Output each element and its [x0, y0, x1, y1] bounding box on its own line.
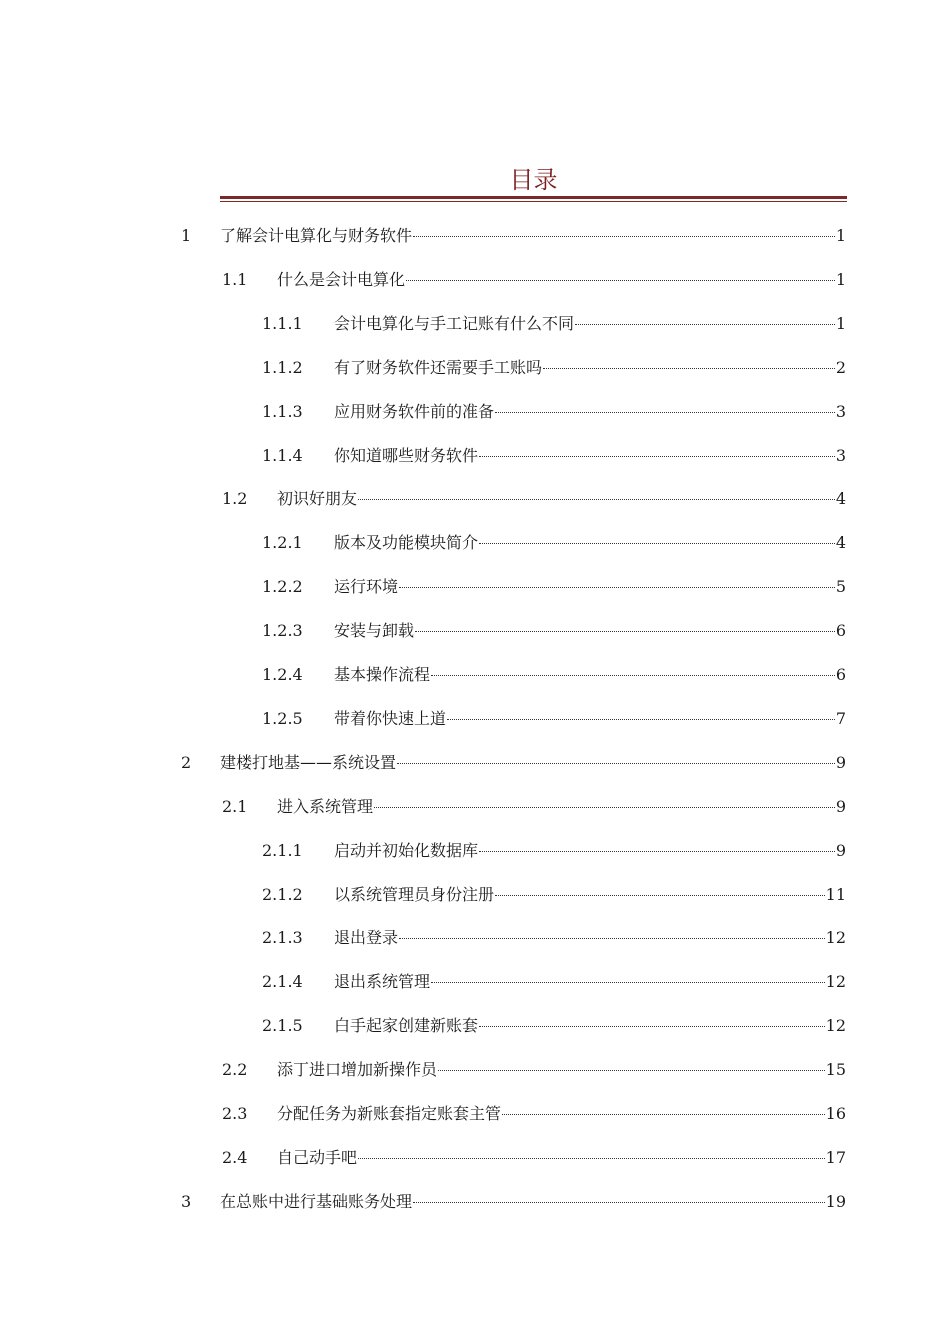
toc-entry-title: 有了财务软件还需要手工账吗 [334, 357, 543, 377]
toc-dot-leader [358, 499, 835, 500]
toc-entry-page-number: 12 [825, 972, 846, 992]
toc-dot-leader [413, 1202, 825, 1203]
toc-entry-number: 2.1.5 [262, 1016, 303, 1036]
toc-entry[interactable] [222, 1146, 846, 1170]
toc-entry-number: 2.4 [222, 1147, 248, 1167]
toc-entry-page-number: 17 [825, 1147, 846, 1167]
toc-entry[interactable] [262, 707, 846, 731]
toc-entry-title: 退出登录 [334, 928, 399, 948]
toc-dot-leader [502, 1114, 825, 1115]
toc-entry-page-number: 19 [825, 1191, 846, 1211]
toc-dot-leader [397, 763, 835, 764]
toc-dot-leader [399, 587, 835, 588]
toc-entry-number: 1 [181, 226, 192, 245]
toc-entry-page-number: 1 [835, 313, 846, 333]
toc-entry-number: 1.1.4 [262, 445, 303, 465]
toc-entry[interactable] [262, 1014, 846, 1038]
toc-entry-title: 你知道哪些财务软件 [334, 445, 479, 465]
toc-entry-number: 1.1 [222, 269, 248, 289]
toc-entry-page-number: 2 [835, 357, 846, 377]
toc-entry-page-number: 4 [835, 489, 846, 509]
toc-entry-number: 1.2.5 [262, 708, 303, 728]
toc-entry-number: 3 [181, 1191, 192, 1211]
toc-entry[interactable] [222, 1058, 846, 1082]
toc-entry-number: 1.2.4 [262, 665, 303, 684]
toc-entry-page-number: 3 [835, 401, 846, 421]
toc-entry-page-number: 16 [825, 1104, 846, 1123]
toc-entry-page-number: 6 [835, 621, 846, 641]
toc-entry[interactable] [222, 268, 846, 292]
toc-dot-leader [438, 1070, 825, 1071]
toc-entry-title: 以系统管理员身份注册 [334, 884, 495, 904]
toc-entry-title: 什么是会计电算化 [277, 269, 406, 289]
toc-entry-title: 在总账中进行基础账务处理 [220, 1191, 413, 1211]
toc-entry[interactable] [262, 663, 846, 687]
toc-dot-leader [575, 324, 835, 325]
toc-entry-number: 1.2 [222, 489, 248, 509]
toc-entry-title: 了解会计电算化与财务软件 [220, 226, 413, 245]
toc-entry-page-number: 9 [835, 796, 846, 816]
title-rule-thin [220, 201, 847, 202]
toc-entry-title: 自己动手吧 [277, 1147, 358, 1167]
toc-entry[interactable] [262, 839, 846, 863]
toc-entry-title: 运行环境 [334, 577, 399, 597]
toc-entry-title: 白手起家创建新账套 [334, 1016, 479, 1036]
toc-dot-leader [495, 412, 835, 413]
toc-entry-page-number: 1 [835, 226, 846, 245]
toc-entry[interactable] [181, 224, 846, 248]
toc-entry-page-number: 7 [835, 708, 846, 728]
toc-entry-page-number: 9 [835, 752, 846, 772]
toc-entry-page-number: 12 [825, 1016, 846, 1036]
toc-entry-number: 2.1.1 [262, 840, 303, 860]
toc-entry-title: 应用财务软件前的准备 [334, 401, 495, 421]
toc-entry-number: 2.3 [222, 1104, 248, 1123]
toc-dot-leader [374, 807, 835, 808]
toc-entry[interactable] [181, 751, 846, 775]
toc-entry-number: 1.1.2 [262, 357, 303, 377]
toc-entry-number: 2.1.3 [262, 928, 303, 948]
toc-dot-leader [413, 236, 835, 237]
toc-entry-page-number: 15 [825, 1060, 846, 1080]
toc-dot-leader [479, 1026, 825, 1027]
toc-entry[interactable] [262, 883, 846, 907]
toc-entry-title: 建楼打地基——系统设置 [220, 752, 397, 772]
toc-entry-title: 启动并初始化数据库 [334, 840, 479, 860]
toc-entry-title: 安装与卸载 [334, 621, 415, 641]
toc-entry-number: 1.2.3 [262, 621, 303, 641]
toc-entry-page-number: 9 [835, 840, 846, 860]
toc-entry[interactable] [262, 575, 846, 599]
toc-entry-title: 退出系统管理 [334, 972, 431, 992]
toc-entry-title: 带着你快速上道 [334, 708, 447, 728]
toc-entry-page-number: 5 [835, 577, 846, 597]
toc-entry-page-number: 6 [835, 665, 846, 684]
toc-entry-title: 进入系统管理 [277, 796, 374, 816]
toc-entry[interactable] [181, 1190, 846, 1214]
toc-entry[interactable] [262, 619, 846, 643]
toc-entry-number: 1.1.1 [262, 313, 303, 333]
toc-entry[interactable] [262, 444, 846, 468]
toc-dot-leader [479, 456, 835, 457]
toc-entry[interactable] [262, 531, 846, 555]
toc-dot-leader [406, 280, 835, 281]
toc-dot-leader [495, 895, 825, 896]
toc-entry-number: 2 [181, 752, 192, 772]
toc-entry[interactable] [262, 400, 846, 424]
toc-entry[interactable] [262, 312, 846, 336]
toc-entry-number: 2.1.2 [262, 884, 303, 904]
toc-dot-leader [447, 719, 835, 720]
toc-entry-title: 基本操作流程 [334, 665, 431, 684]
title-rule-thick [220, 196, 847, 199]
toc-entry-number: 2.2 [222, 1060, 248, 1080]
toc-dot-leader [415, 631, 835, 632]
toc-entry-title: 版本及功能模块简介 [334, 533, 479, 553]
toc-entry-title: 添丁进口增加新操作员 [277, 1060, 438, 1080]
toc-dot-leader [431, 675, 835, 676]
toc-dot-leader [431, 982, 825, 983]
toc-entry-title: 会计电算化与手工记账有什么不同 [334, 313, 575, 333]
toc-dot-leader [358, 1158, 825, 1159]
toc-entry-number: 2.1 [222, 796, 248, 816]
toc-dot-leader [479, 851, 835, 852]
toc-entry[interactable] [262, 970, 846, 994]
toc-dot-leader [543, 368, 835, 369]
toc-dot-leader [399, 938, 825, 939]
toc-entry-page-number: 12 [825, 928, 846, 948]
toc-entry[interactable] [222, 487, 846, 511]
toc-entry-number: 1.2.1 [262, 533, 303, 553]
toc-dot-leader [479, 543, 835, 544]
toc-entry-number: 2.1.4 [262, 972, 303, 992]
toc-entry[interactable] [262, 926, 846, 950]
toc-entry-number: 1.1.3 [262, 401, 303, 421]
toc-entry[interactable] [262, 356, 846, 380]
page-title: 目录 [509, 166, 558, 194]
toc-entry-page-number: 1 [835, 269, 846, 289]
toc-entry-title: 分配任务为新账套指定账套主管 [277, 1104, 502, 1123]
toc-entry-title: 初识好朋友 [277, 489, 358, 509]
toc-entry-page-number: 3 [835, 445, 846, 465]
toc-entry-number: 1.2.2 [262, 577, 303, 597]
toc-entry-page-number: 4 [835, 533, 846, 553]
toc-entry-page-number: 11 [825, 884, 846, 904]
toc-entry[interactable] [222, 795, 846, 819]
toc-entry[interactable] [222, 1102, 846, 1126]
